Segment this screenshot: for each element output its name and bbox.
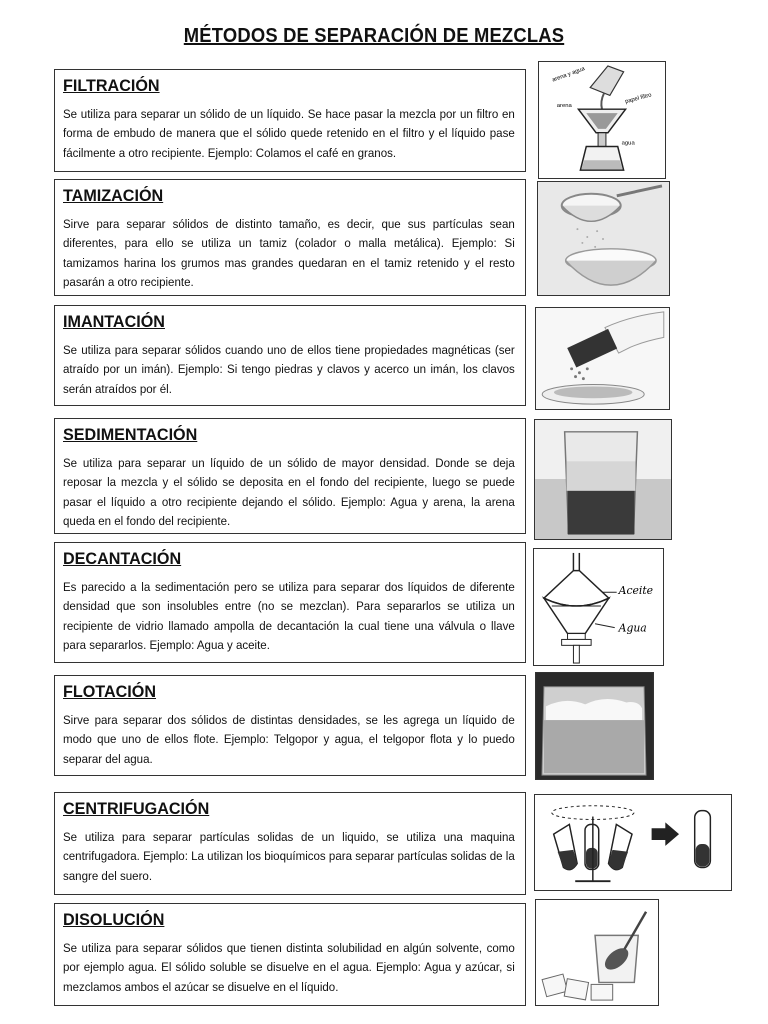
flotation-jar-illustration bbox=[535, 672, 654, 780]
heading-disolucion: DISOLUCIÓN bbox=[63, 910, 165, 929]
filtration-illustration bbox=[538, 61, 666, 179]
card-sedimentacion bbox=[54, 418, 526, 534]
magnet-illustration bbox=[535, 307, 670, 410]
card-centrifugacion bbox=[54, 792, 526, 895]
dissolution-illustration bbox=[535, 899, 659, 1006]
heading-flotacion: FLOTACIÓN bbox=[63, 682, 157, 701]
heading-centrifugacion: CENTRIFUGACIÓN bbox=[63, 799, 210, 818]
page-title: MÉTODOS DE SEPARACIÓN DE MEZCLAS bbox=[183, 25, 565, 47]
sedimentation-illustration bbox=[534, 419, 672, 540]
card-decantacion bbox=[54, 542, 526, 663]
centrifuge-illustration bbox=[534, 794, 732, 891]
heading-tamizacion: TAMIZACIÓN bbox=[63, 186, 164, 205]
text-filtracion: Se utiliza para separar un sólido de un líquido. Se hace pasar la mezcla por un filtro en forma de embudo de manera que el sólido quede retenido en el filtro y el líquido pase fácilmente a otro recipiente. Ejemplo: Colamos el café en granos. bbox=[63, 107, 515, 160]
card-flotacion bbox=[54, 675, 526, 776]
card-imantacion bbox=[54, 305, 526, 406]
text-decantacion: Es parecido a la sedimentación pero se utiliza para separar dos líquidos de diferente densidad que son insolubles entre (no se mezclan). Para separarlos se utiliza un recipiente de vidrio llamado ampolla de decantación la cual tiene una válvula o llave para separarlos. Ejemplo: Agua y aceite. bbox=[63, 580, 515, 653]
heading-filtracion: FILTRACIÓN bbox=[63, 76, 160, 95]
decantation-label-oil: Aceite bbox=[618, 584, 654, 598]
text-flotacion: Sirve para separar dos sólidos de distintas densidades, se les agrega un líquido de modo que uno de ellos flote. Ejemplo: Telgopor y agua, el telgopor flota y lo puedo separar del agua. bbox=[63, 713, 515, 766]
filtration-label-filter: papel filtro bbox=[624, 92, 653, 106]
filtration-label-water: agua bbox=[621, 140, 635, 147]
text-sedimentacion: Se utiliza para separar un líquido de un sólido de mayor densidad. Donde se deja reposar la mezcla y el sólido se deposita en el fondo del recipiente, luego se puede pasar el líquido a otro recipiente dejando el sólido. Ejemplo: Agua y arena, la arena queda en el fondo del recipiente. bbox=[63, 456, 515, 529]
text-tamizacion: Sirve para separar sólidos de distinto tamaño, es decir, que sus partículas sean diferentes, para ello se utiliza un tamiz (colador o malla metálica). Ejemplo: Si tamizamos harina los grumos mas grandes quedaran en el tamiz retenido y el resto pasarán a otro recipiente. bbox=[63, 217, 515, 290]
decantation-funnel-illustration bbox=[533, 548, 664, 666]
decantation-label-water: Agua bbox=[618, 621, 647, 635]
card-disolucion bbox=[54, 903, 526, 1006]
filtration-label-sand: arena bbox=[556, 103, 572, 110]
card-tamizacion bbox=[54, 179, 526, 296]
heading-decantacion: DECANTACIÓN bbox=[63, 549, 182, 568]
sieve-illustration bbox=[537, 181, 670, 296]
text-imantacion: Se utiliza para separar sólidos cuando uno de ellos tiene propiedades magnéticas (ser atraído por un imán). Ejemplo: Si tengo piedras y clavos y acerco un imán, los clavos serán atraídos por él. bbox=[63, 343, 515, 396]
heading-imantacion: IMANTACIÓN bbox=[63, 312, 165, 331]
filtration-label-mix: arena y agua bbox=[551, 66, 586, 84]
text-disolucion: Se utiliza para separar sólidos que tienen distinta solubilidad en algún solvente, como por ejemplo agua. El sólido soluble se disuelve en el agua. Ejemplo: Agua y azúcar, si mezclamos ambos el azúcar se disuelve en el líquido. bbox=[63, 941, 515, 994]
text-centrifugacion: Se utiliza para separar partículas solidas de un liquido, se utiliza una maquina centrifugadora. Ejemplo: La utilizan los bioquímicos para separar partículas solidas de la sangre del suero. bbox=[63, 830, 515, 883]
heading-sedimentacion: SEDIMENTACIÓN bbox=[63, 425, 198, 444]
card-filtracion bbox=[54, 69, 526, 172]
